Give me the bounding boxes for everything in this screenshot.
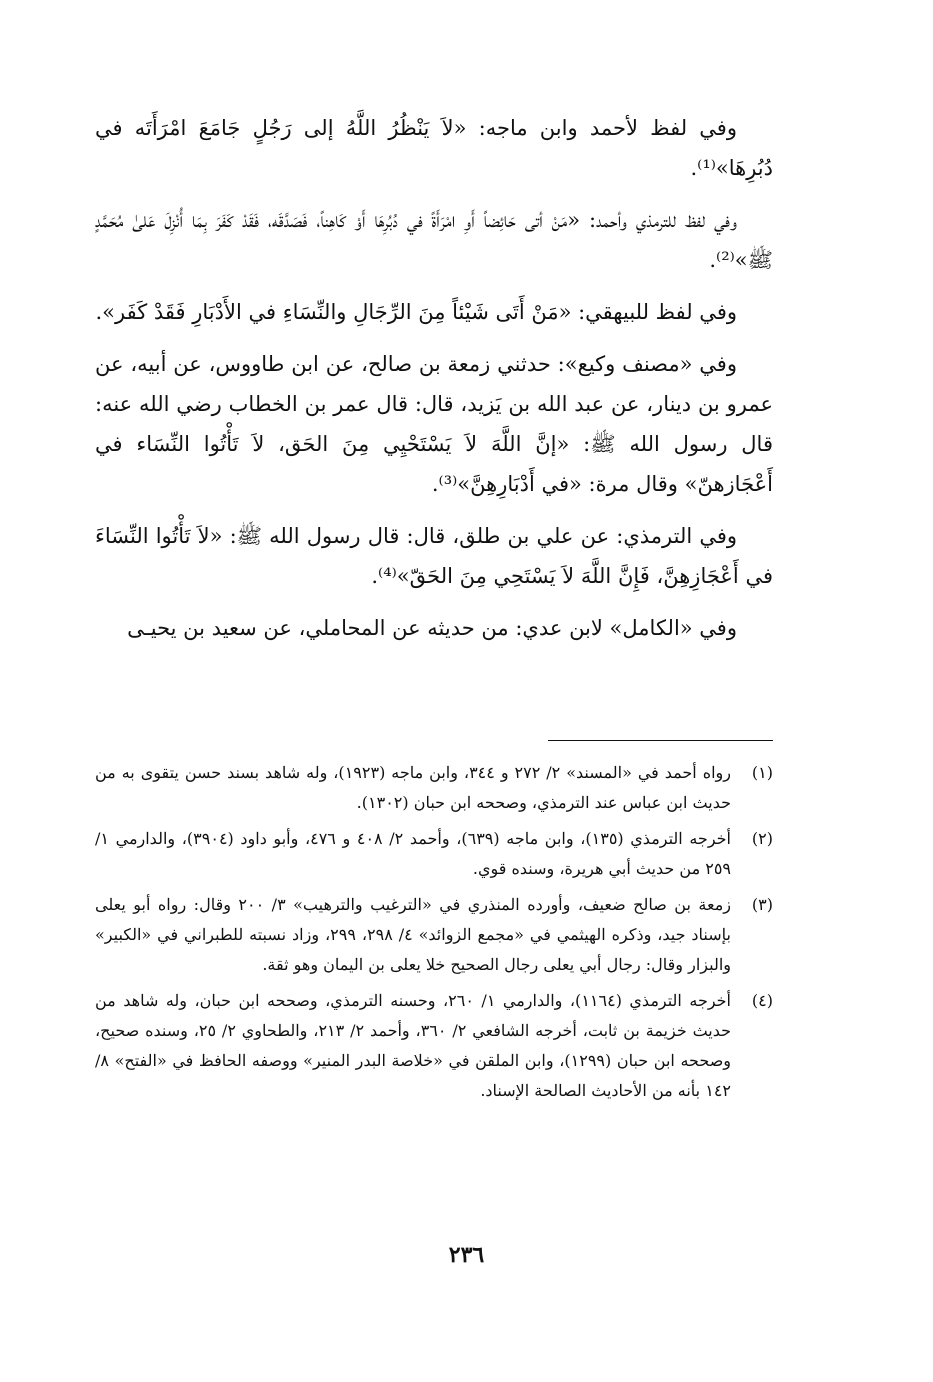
footnote-text: رواه أحمد في «المسند» ٢/ ٢٧٢ و ٣٤٤، وابن ماجه (١٩٢٣)، وله شاهد بسند حسن يتقوى به من حديث ابن عباس عند الترمذي، وصححه ابن حبان (١٣٠٢).	[95, 763, 731, 812]
paragraph-3: وفي لفظ للبيهقي: «مَنْ أَتَى شَيْئاً مِنَ الرِّجَالِ والنِّسَاءِ في الأَدْبَارِ فَقَدْ كَفَر».	[95, 300, 737, 324]
footnote-number: (٢)	[751, 829, 773, 848]
page-number: ٢٣٦	[448, 1242, 485, 1268]
footnote-1	[95, 758, 773, 818]
footnote-divider	[548, 740, 773, 741]
footnotes	[95, 758, 773, 1112]
footnote-4	[95, 986, 773, 1106]
paragraph-6: وفي «الكامل» لابن عدي: من حديثه عن المحاملي، عن سعيد بن يحيـى	[127, 616, 737, 640]
paragraph-5: وفي الترمذي: عن علي بن طلق، قال: قال رسول الله ﷺ: «لاَ تَأْتُوا النِّسَاءَ في أَعْجَازِهِنَّ، فَإِنَّ اللَّهَ لاَ يَسْتَحِي مِنَ الحَقّ»⁽⁴⁾.	[95, 524, 773, 588]
paragraph-1: وفي لفظ لأحمد وابن ماجه: «لاَ يَنْظُرُ اللَّهُ إلى رَجُلٍ جَامَعَ امْرَأَتَه في دُبُرِهَا»⁽¹⁾.	[95, 116, 773, 180]
paragraph-4: وفي «مصنف وكيع»: حدثني زمعة بن صالح، عن ابن طاووس، عن أبيه، عن عمرو بن دينار، عن عبد الله بن يَزيد، قال: قال عمر بن الخطاب رضي الله عنه: قال رسول الله ﷺ: «إنَّ اللَّهَ لاَ يَسْتَحْيِي مِنَ الحَق، لاَ تَأْتُوا النِّسَاء في أَعْجَازهنّ» وقال مرة: «في أَدْبَارِهِنَّ»⁽³⁾.	[95, 352, 773, 496]
footnote-text: أخرجه الترمذي (١٣٥)، وابن ماجه (٦٣٩)، وأحمد ٢/ ٤٠٨ و ٤٧٦، وأبو داود (٣٩٠٤)، والدارمي ١/ ٢٥٩ من حديث أبي هريرة، وسنده قوي.	[95, 829, 731, 878]
footnote-number: (٤)	[751, 991, 773, 1010]
footnote-text: أخرجه الترمذي (١١٦٤)، والدارمي ١/ ٢٦٠، وحسنه الترمذي، وصححه ابن حبان، وله شاهد من حديث خزيمة بن ثابت، أخرجه الشافعي ٢/ ٣٦٠، وأحمد ٢/ ٢١٣، والطحاوي ٢/ ٢٥، وسنده صحيح، وصححه ابن حبان (١٢٩٩)، وابن الملقن في «خلاصة البدر المنير» ووصفه الحافظ في «الفتح» ٨/ ١٤٢ بأنه من الأحاديث الصالحة الإسناد.	[95, 991, 732, 1100]
main-text	[95, 108, 773, 660]
footnote-number: (٣)	[751, 895, 773, 914]
paragraph-2: وفي لفظ للترمذي وأحمد: «مَنْ أتى حَائِضاً أَوِ امْرَأَةً في دُبُرِهَا أَوْ كَاهِناً، فَصَدَّقَه، فَقَدْ كَفَرَ بِمَا أُنْزِلَ عَلىٰ مُحَمَّدٍ ﷺ»⁽²⁾.	[95, 208, 773, 272]
footnote-number: (١)	[751, 763, 773, 782]
footnote-2	[95, 824, 773, 884]
footnote-text: زمعة بن صالح ضعيف، وأورده المنذري في «الترغيب والترهيب» ٣/ ٢٠٠ وقال: رواه أبو يعلى بإسناد جيد، وذكره الهيثمي في «مجمع الزوائد» ٤/ ٢٩٨، ٢٩٩، وزاد نسبته للطبراني في «الكبير» والبزار وقال: رجال أبي يعلى رجال الصحيح خلا يعلى بن اليمان وهو ثقة.	[95, 895, 732, 974]
main-body	[95, 108, 773, 648]
footnote-3	[95, 890, 773, 980]
